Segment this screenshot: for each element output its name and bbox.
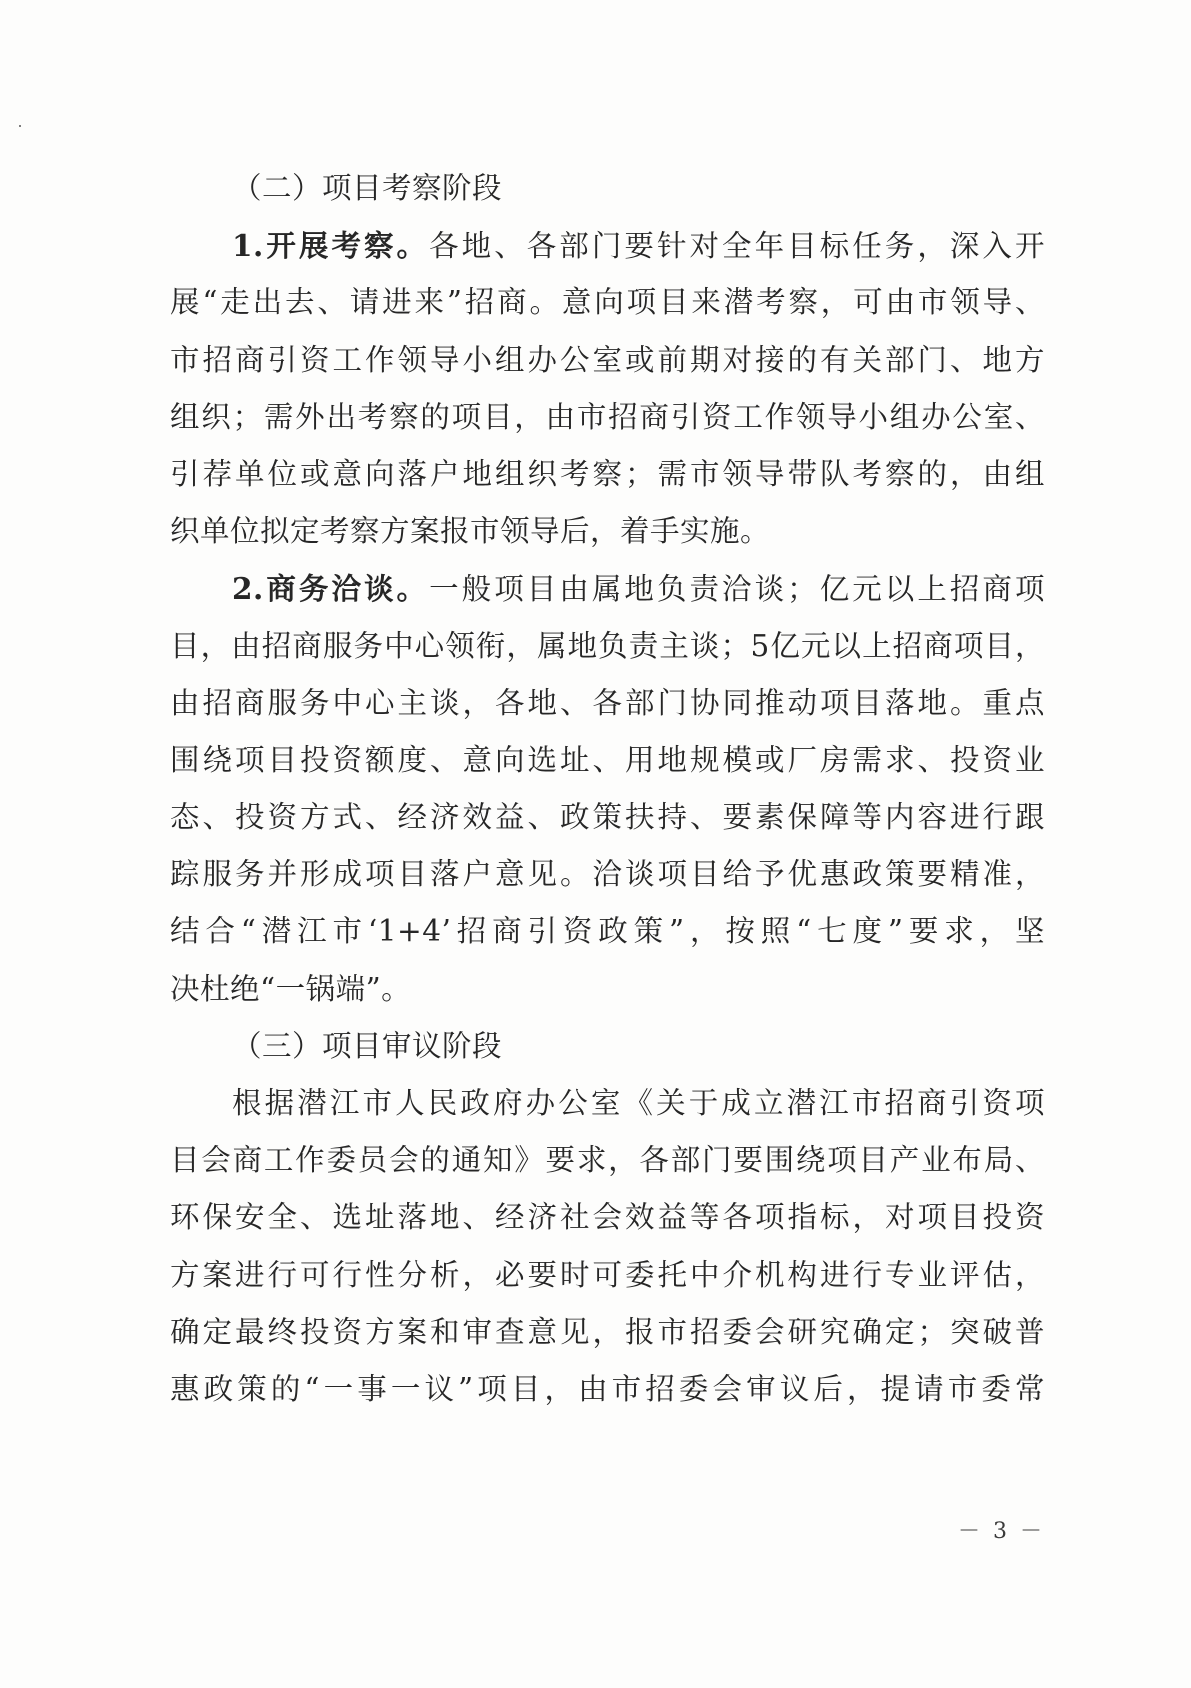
text-line: [170, 732, 1045, 789]
text-line: [170, 618, 1045, 675]
line-text: 围绕项目投资额度、意向选址、用地规模或厂房需求、投资业: [170, 742, 1045, 777]
text-line: [170, 1247, 1045, 1304]
line-text: 目会商工作委员会的通知》要求，各部门要围绕项目产业布局、: [170, 1143, 1045, 1178]
line-text: 方案进行可行性分析，必要时可委托中介机构进行专业评估，: [170, 1257, 1045, 1292]
line-text: 决杜绝“一锅端”。: [170, 971, 412, 1006]
line-text: 惠政策的“一事一议”项目，由市招委会审议后，提请市委常: [170, 1371, 1045, 1406]
scan-speck: [19, 125, 21, 127]
text-line: [170, 1018, 1045, 1075]
text-line: [170, 560, 1045, 617]
document-body: [170, 160, 1045, 1418]
text-line: [170, 1075, 1045, 1132]
line-text: 各地、各部门要针对全年目标任务，深入开: [429, 229, 1045, 264]
line-text: 态、投资方式、经济效益、政策扶持、要素保障等内容进行跟: [170, 800, 1045, 835]
line-text: （三）项目审议阶段: [232, 1028, 503, 1063]
text-line: [170, 961, 1045, 1018]
line-text: 由招商服务中心主谈，各地、各部门协同推动项目落地。重点: [170, 685, 1045, 720]
line-text: 组织；需外出考察的项目，由市招商引资工作领导小组办公室、: [170, 399, 1045, 434]
text-line: [170, 446, 1045, 503]
line-text: （二）项目考察阶段: [232, 171, 503, 205]
text-line: [170, 675, 1045, 732]
line-text: 结合“潜江市‘1+4’招商引资政策”，按照“七度”要求，坚: [170, 914, 1045, 949]
text-line: [170, 846, 1045, 903]
text-line: [170, 503, 1045, 560]
line-text: 织单位拟定考察方案报市领导后，着手实施。: [170, 514, 771, 549]
line-text: 环保安全、选址落地、经济社会效益等各项指标，对项目投资: [170, 1200, 1045, 1235]
text-line: [170, 789, 1045, 846]
text-line: [170, 1304, 1045, 1361]
item-heading: 1.开展考察。: [232, 228, 430, 264]
page-number: － 3 －: [958, 1519, 1045, 1544]
line-text: 一般项目由属地负责洽谈；亿元以上招商项: [429, 572, 1045, 607]
line-text: 市招商引资工作领导小组办公室或前期对接的有关部门、地方: [170, 342, 1045, 377]
line-text: 展“走出去、请进来”招商。意向项目来潜考察，可由市领导、: [170, 285, 1045, 320]
text-line: [170, 160, 1045, 217]
line-text: 确定最终投资方案和审查意见，报市招委会研究确定；突破普: [170, 1314, 1045, 1349]
line-text: 踪服务并形成项目落户意见。洽谈项目给予优惠政策要精准，: [170, 857, 1045, 892]
text-line: [170, 332, 1045, 389]
text-line: [170, 217, 1045, 274]
line-text: 引荐单位或意向落户地组织考察；需市领导带队考察的，由组: [170, 456, 1045, 491]
text-line: [170, 1361, 1045, 1418]
text-line: [170, 1132, 1045, 1189]
text-line: [170, 389, 1045, 446]
line-text: 根据潜江市人民政府办公室《关于成立潜江市招商引资项: [232, 1086, 1045, 1120]
text-line: [170, 1189, 1045, 1246]
item-heading: 2.商务洽谈。: [232, 571, 430, 607]
text-line: [170, 274, 1045, 331]
text-line: [170, 903, 1045, 960]
line-text: 目，由招商服务中心领衔，属地负责主谈；5亿元以上招商项目，: [170, 628, 1045, 663]
